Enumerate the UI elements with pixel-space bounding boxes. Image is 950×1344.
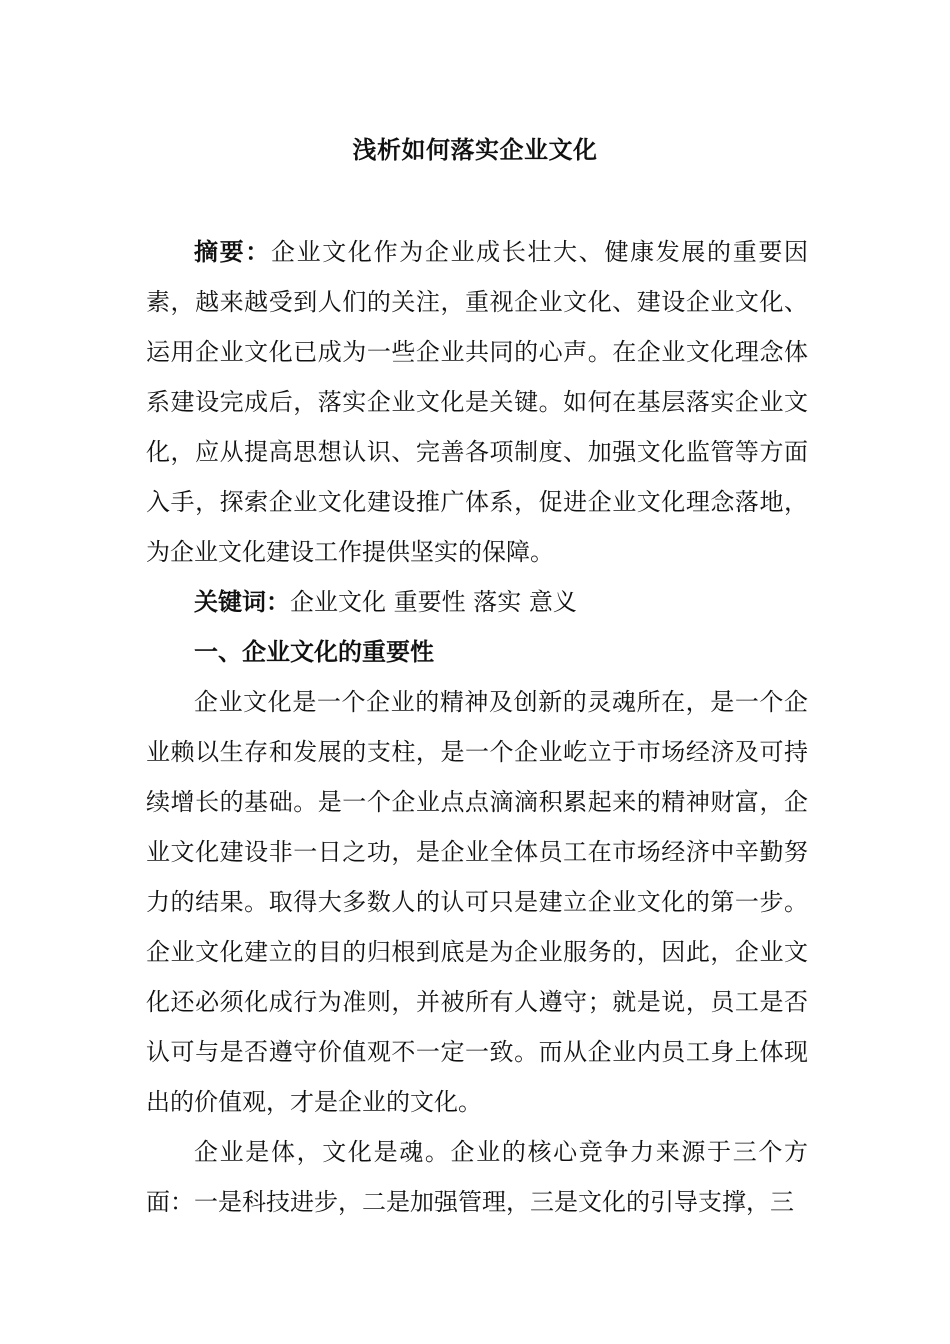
body-paragraph-1: 企业文化是一个企业的精神及创新的灵魂所在，是一个企业赖以生存和发展的支柱，是一个企业屹立于市场经济及可持续增长的基础。是一个企业点点滴滴积累起来的精神财富，企业文化建设非一日之功，是企业全体员工在市场经济中辛勤努力的结果。取得大多数人的认可只是建立企业文化的第一步。企业文化建立的目的归根到底是为企业服务的，因此，企业文化还必须化成行为准则，并被所有人遵守；就是说，员工是否认可与是否遵守价值观不一定一致。而从企业内员工身上体现出的价值观，才是企业的文化。 [146, 688, 808, 1116]
abstract-label: 摘要： [194, 237, 271, 266]
keywords-label: 关键词： [194, 587, 290, 616]
abstract-paragraph [146, 227, 808, 577]
keywords-text: 企业文化 重要性 落实 意义 [290, 588, 577, 616]
document-title: 浅析如何落实企业文化 [352, 135, 598, 164]
abstract-text: 企业文化作为企业成长壮大、健康发展的重要因素，越来越受到人们的关注，重视企业文化、建设企业文化、运用企业文化已成为一些企业共同的心声。在企业文化理念体系建设完成后，落实企业文化是关键。如何在基层落实企业文化，应从提高思想认识、完善各项制度、加强文化监管等方面入手，探索企业文化建设推广体系，促进企业文化理念落地，为企业文化建设工作提供坚实的保障。 [146, 238, 809, 566]
document-body [146, 227, 808, 1227]
body-paragraph-2: 企业是体，文化是魂。企业的核心竞争力来源于三个方面：一是科技进步，二是加强管理，三是文化的引导支撑，三 [146, 1138, 808, 1216]
section-heading: 一、企业文化的重要性 [194, 637, 434, 666]
keywords-paragraph [146, 577, 808, 627]
